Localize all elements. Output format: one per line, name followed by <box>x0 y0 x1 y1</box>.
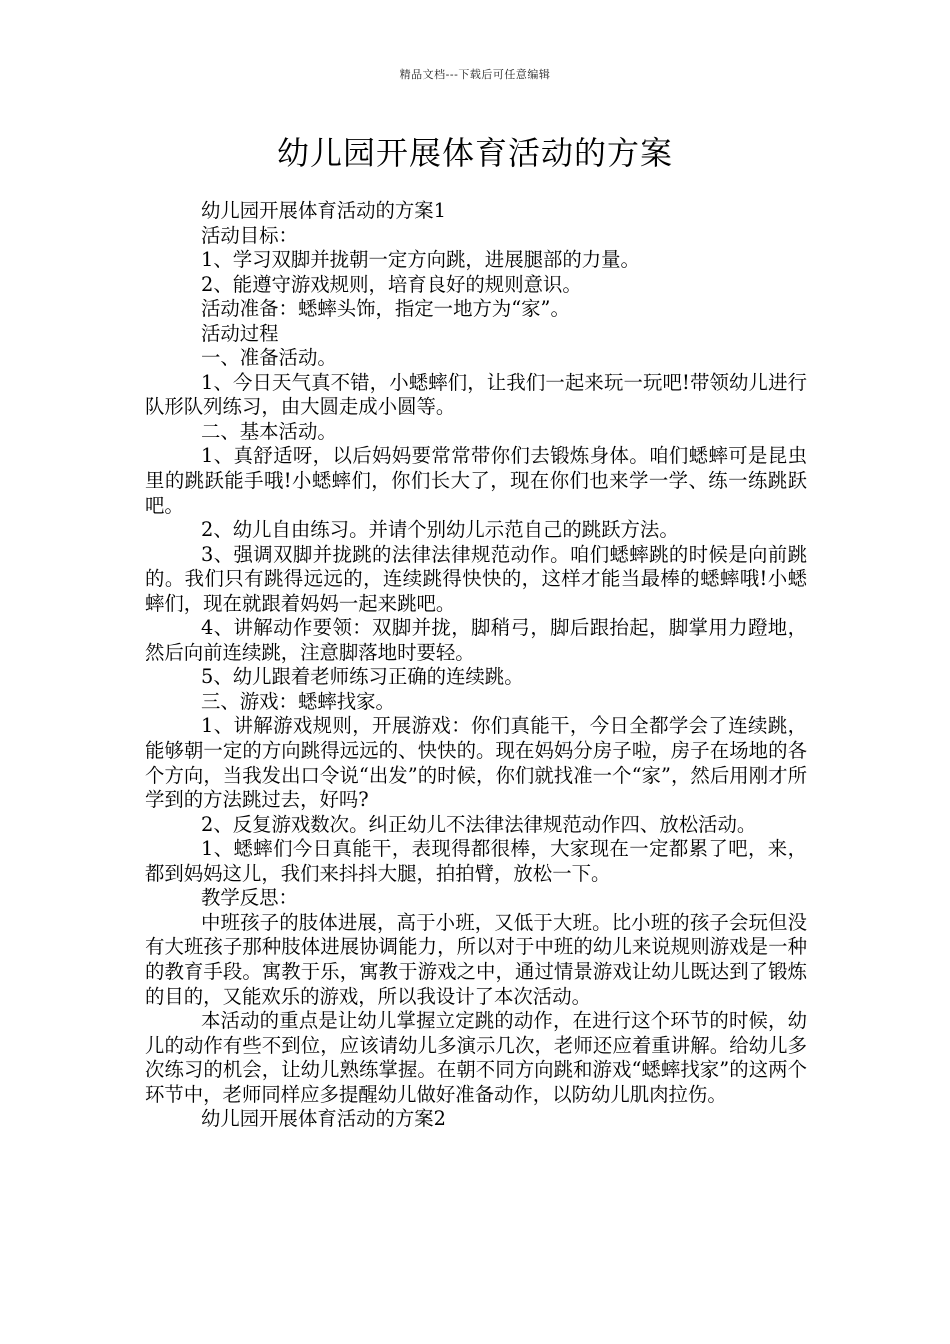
paragraph: 5、幼儿跟着老师练习正确的连续跳。 <box>201 665 524 689</box>
paragraph: 1、真舒适呀，以后妈妈要常常带你们去锻炼身体。咱们蟋蟀可是昆虫里的跳跃能手哦!小蟋蟀们，你们长大了，现在你们也来学一学、练一练跳跃吧。 <box>145 444 807 517</box>
paragraph: 活动准备：蟋蟀头饰，指定一地方为“家”。 <box>201 297 570 321</box>
paragraph: 2、能遵守游戏规则，培育良好的规则意识。 <box>201 272 582 296</box>
paragraph: 1、讲解游戏规则，开展游戏：你们真能干，今日全都学会了连续跳，能够朝一定的方向跳得远远的、快快的。现在妈妈分房子啦，房子在场地的各个方向，当我发出口令说“出发”的时候，你们就找准一个“家”，然后用刚才所学到的方法跳过去，好吗? <box>145 714 807 812</box>
paragraph: 三、游戏：蟋蟀找家。 <box>201 689 395 713</box>
document-title: 幼儿园开展体育活动的方案 <box>276 134 673 172</box>
page-header: 精品文档---下载后可任意编辑 <box>399 68 551 81</box>
section-heading: 幼儿园开展体育活动的方案2 <box>201 1107 447 1131</box>
paragraph: 4、讲解动作要领：双脚并拢，脚稍弓，脚后跟抬起，脚掌用力蹬地，然后向前连续跳，注意脚落地时要轻。 <box>145 616 807 664</box>
document-body <box>145 199 807 1132</box>
paragraph: 1、今日天气真不错，小蟋蟀们，让我们一起来玩一玩吧!带领幼儿进行队形队列练习，由大圆走成小圆等。 <box>145 370 807 419</box>
paragraph: 1、学习双脚并拢朝一定方向跳，进展腿部的力量。 <box>201 248 640 272</box>
paragraph: 2、幼儿自由练习。并请个别幼儿示范自己的跳跃方法。 <box>201 518 679 542</box>
paragraph: 活动过程 <box>201 321 279 345</box>
paragraph: 3、强调双脚并拢跳的法律法律规范动作。咱们蟋蟀跳的时候是向前跳的。我们只有跳得远远的，连续跳得快快的，这样才能当最棒的蟋蟀哦!小蟋蟀们，现在就跟着妈妈一起来跳吧。 <box>145 542 807 615</box>
paragraph: 2、反复游戏数次。纠正幼儿不法律法律规范动作四、放松活动。 <box>201 812 757 836</box>
paragraph: 活动目标： <box>201 223 298 247</box>
section-heading: 幼儿园开展体育活动的方案1 <box>201 199 447 222</box>
paragraph: 本活动的重点是让幼儿掌握立定跳的动作，在进行这个环节的时候，幼儿的动作有些不到位，应该请幼儿多演示几次，老师还应着重讲解。给幼儿多次练习的机会，让幼儿熟练掌握。在朝不同方向跳和游戏“蟋蟀找家”的这两个环节中，老师同样应多提醒幼儿做好准备动作，以防幼儿肌肉拉伤。 <box>145 1009 807 1106</box>
paragraph: 教学反思： <box>201 886 298 910</box>
paragraph: 一、准备活动。 <box>201 346 337 370</box>
paragraph: 1、蟋蟀们今日真能干，表现得都很棒，大家现在一定都累了吧，来，都到妈妈这儿，我们来抖抖大腿，拍拍臂，放松一下。 <box>145 837 807 885</box>
paragraph: 二、基本活动。 <box>201 419 337 443</box>
paragraph: 中班孩子的肢体进展，高于小班，又低于大班。比小班的孩子会玩但没有大班孩子那种肢体进展协调能力，所以对于中班的幼儿来说规则游戏是一种的教育手段。寓教于乐，寓教于游戏之中，通过情景游戏让幼儿既达到了锻炼的目的，又能欢乐的游戏，所以我设计了本次活动。 <box>145 910 807 1008</box>
